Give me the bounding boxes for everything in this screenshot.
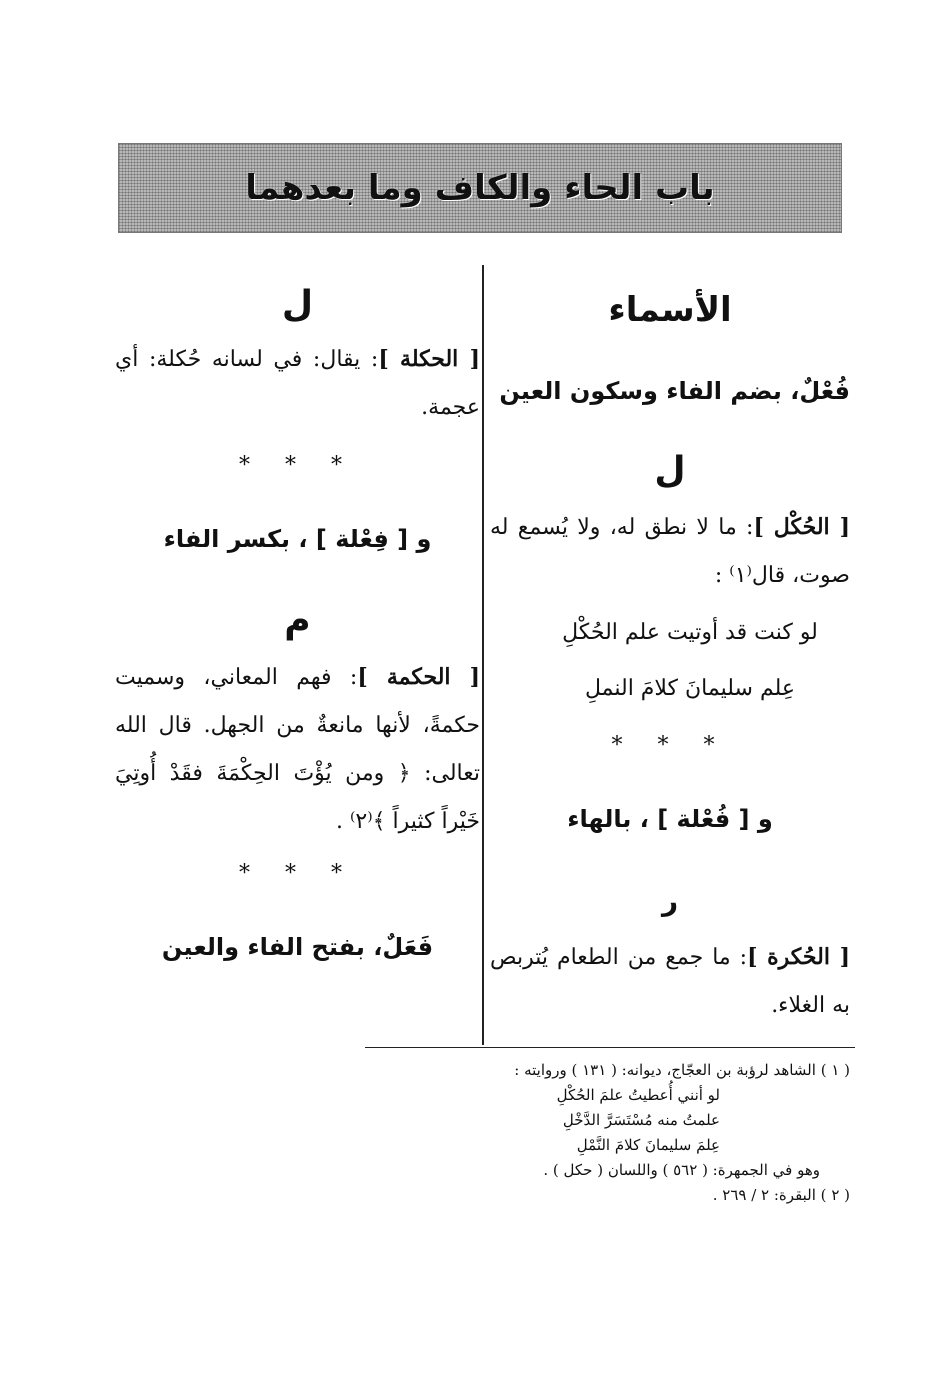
entry-term: [ الحُكْل ] bbox=[753, 514, 850, 540]
footnote-2: ( ٢ ) البقرة: ٢ / ٢٦٩ . bbox=[712, 1186, 850, 1204]
pattern-heading-fila: و [ فِعْلة ] ، بكسر الفاء bbox=[163, 525, 432, 553]
footnote-verse-line: علمتُ منه مُسْتَسَرَّ الدَّخْلِ bbox=[562, 1111, 720, 1129]
entry-definition: : يقال: في لسانه حُكلة: أي عجمة. bbox=[115, 347, 480, 420]
footnote-1-tail: وهو في الجمهرة: ( ٥٦٢ ) واللسان ( حكل ) . bbox=[543, 1161, 820, 1179]
column-divider bbox=[482, 265, 484, 1045]
section-separator: * * * bbox=[239, 861, 356, 886]
pattern-heading-faal: فَعَلٌ، بفتح الفاء والعين bbox=[161, 933, 434, 961]
pattern-heading-fula: و [ فُعْلة ] ، بالهاء bbox=[567, 805, 773, 833]
entry-term: [ الحكمة ] bbox=[357, 664, 480, 690]
footnote-1-intro: ( ١ ) الشاهد لرؤبة بن العجّاج، ديوانه: ( ١٣١ ) وروايته : bbox=[514, 1061, 850, 1079]
entry-hukla bbox=[115, 335, 480, 432]
letter-heading-ra: ر bbox=[661, 884, 679, 917]
pattern-heading-fual: فُعْلٌ، بضم الفاء وسكون العين bbox=[499, 377, 850, 405]
section-separator: * * * bbox=[611, 733, 729, 758]
entry-hikma bbox=[115, 653, 480, 846]
entry-definition: : فهم المعاني، وسميت حكمةً، لأنها مانعةٌ من الجهل. قال الله تعالى: ﴿ ومن يُؤْتَ الحِكْمَةَ فقَدْ أُوتِيَ خَيْراً كثيراً ﴾⁽٢⁾ . bbox=[115, 665, 480, 834]
chapter-banner bbox=[118, 143, 842, 233]
section-title: الأسماء bbox=[608, 290, 732, 330]
footnote-rule bbox=[365, 1047, 855, 1048]
entry-definition: : ما جمع من الطعام يُتربص به الغلاء. bbox=[490, 945, 850, 1018]
left-column bbox=[115, 265, 480, 1045]
footnote-verse-line: عِلمَ سليمانَ كلامَ النَّمْلِ bbox=[576, 1136, 720, 1154]
entry-hukl bbox=[490, 503, 850, 600]
letter-heading-mim: م bbox=[284, 600, 311, 641]
entry-definition: : ما لا نطق له، ولا يُسمع له صوت، قال⁽١⁾ : bbox=[490, 515, 850, 588]
entry-term: [ الحُكرة ] bbox=[747, 944, 850, 970]
entry-hukra bbox=[490, 933, 850, 1030]
footnotes bbox=[290, 1058, 850, 1238]
letter-heading-lam: ل bbox=[654, 450, 686, 491]
verse-line: لو كنت قد أوتيت علم الحُكْلِ bbox=[562, 620, 818, 645]
verse-line: عِلم سليمانَ كلامَ النملِ bbox=[584, 676, 796, 701]
letter-heading-lam: ل bbox=[281, 284, 314, 325]
section-separator: * * * bbox=[239, 453, 356, 478]
right-column bbox=[490, 265, 850, 1045]
chapter-title: باب الحاء والكاف وما بعدهما bbox=[245, 168, 715, 208]
entry-term: [ الحكلة ] bbox=[378, 346, 480, 372]
footnote-verse-line: لو أنني أُعطيتُ علمَ الحُكْلِ bbox=[556, 1086, 720, 1104]
